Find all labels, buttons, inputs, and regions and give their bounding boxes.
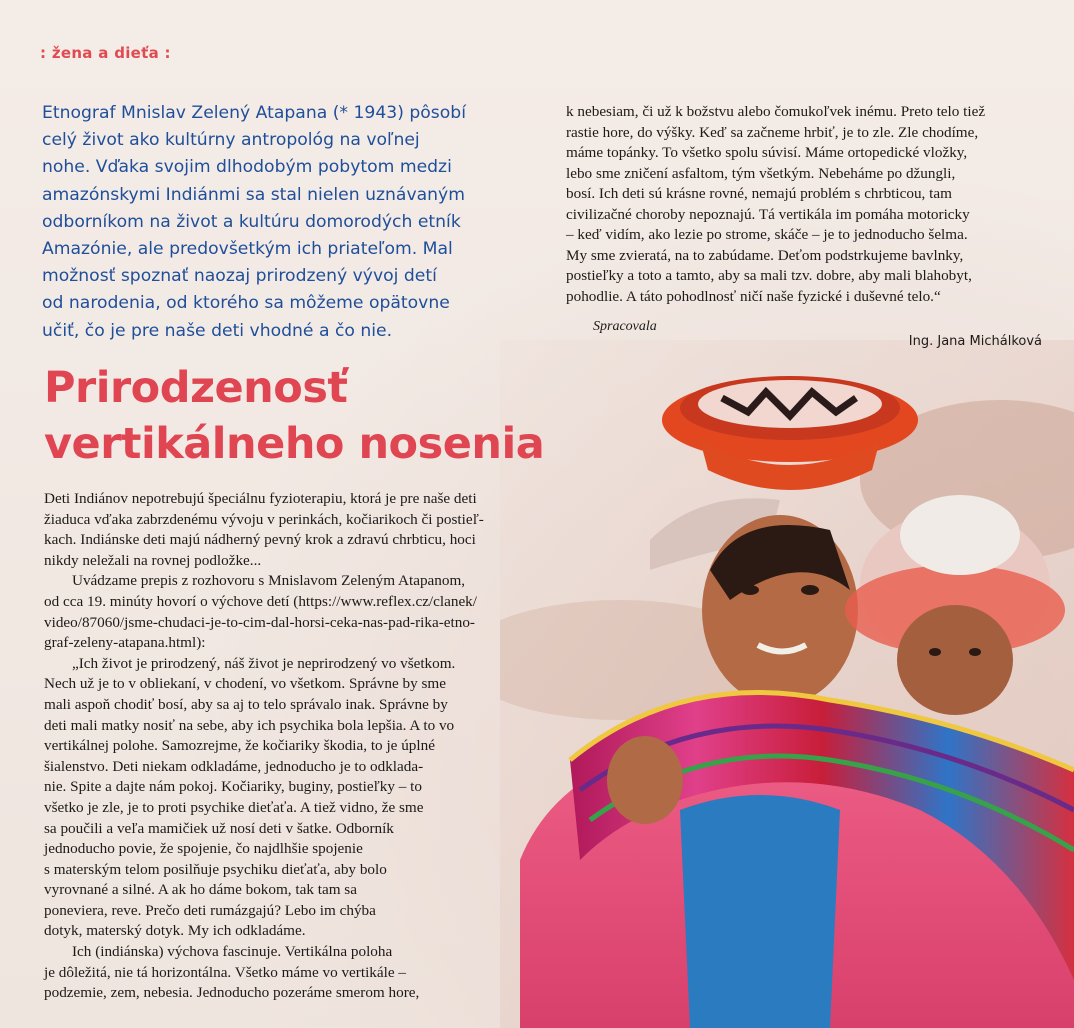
body-line: Uvádzame prepis z rozhovoru s Mnislavom Zeleným Atapanom, [72, 572, 466, 590]
body-line: nie. Spite a dajte nám pokoj. Kočiariky, buginy, postieľky – to [44, 778, 422, 796]
article-body [44, 489, 604, 1004]
intro-line: celý život ako kultúrny antropológ na voľnej [42, 130, 420, 151]
intro-line: odborníkom na život a kultúru domorodých etník [42, 211, 461, 232]
intro-line: možnosť spoznať naozaj prirodzený vývoj detí [42, 266, 437, 287]
right-column-line: máme topánky. To všetko spolu súvisí. Máme ortopedické vložky, [566, 144, 968, 161]
section-tag: : žena a dieťa : [40, 44, 171, 62]
body-line: od cca 19. minúty hovorí o výchove detí (https://www.reflex.cz/clanek/ [44, 592, 477, 610]
body-line: Deti Indiánov nepotrebujú špeciálnu fyzioterapiu, ktorá je pre naše deti [44, 490, 477, 507]
body-line: deti mali matky nosiť na sebe, aby ich psychika bola lepšia. A to vo [44, 716, 455, 734]
body-line: „Ich život je prirodzený, náš život je neprirodzený vo všetkom. [72, 654, 456, 672]
right-column-line: lebo sme zničení asfaltom, tým všetkým. Nebeháme po džungli, [566, 164, 956, 182]
body-line: jednoducho povie, že spojenie, čo najdlhšie spojenie [44, 840, 363, 858]
body-line: je dôležitá, nie tá horizontálna. Všetko máme vo vertikále – [44, 963, 406, 981]
headline-line-2: vertikálneho nosenia [44, 419, 545, 469]
right-column-line: k nebesiam, či už k božstvu alebo čomukoľvek inému. Preto telo tiež [566, 103, 986, 120]
body-line: sa poučili a veľa mamičiek už nosí deti v šatke. Odborník [44, 819, 394, 837]
body-line: graf-zeleny-atapana.html): [44, 634, 206, 652]
body-line: žiaduca vďaka zabrzdenému vývoju v perinkách, kočiarikoch či postieľ- [44, 510, 484, 528]
body-line: Nech už je to v obliekaní, v chodení, vo všetkom. Správne by sme [44, 675, 446, 693]
right-column-line: – keď vidím, ako lezie po strome, skáče – je to jednoducho šelma. [566, 226, 968, 243]
body-line: Ich (indiánska) výchova fascinuje. Vertikálna poloha [72, 943, 393, 961]
body-line: s materským telom posilňuje psychiku dieťaťa, aby bolo [44, 860, 387, 878]
body-line: video/87060/jsme-chudaci-je-to-cim-dal-horsi-ceka-nas-pad-rika-etno- [44, 613, 475, 631]
right-column-line: My sme zvieratá, na to zabúdame. Deťom podstrkujeme bavlnky, [566, 246, 964, 264]
headline-line-1: Prirodzenosť [44, 363, 348, 413]
signature-label: Spracovala [593, 319, 657, 334]
body-line: mali aspoň chodiť bosí, aby sa aj to telo správalo inak. Správne by [44, 695, 448, 713]
body-line: kach. Indiánske deti majú nádherný pevný krok a zdravú chrbticu, hoci [44, 531, 476, 549]
right-column-line: pohodlie. A táto pohodlnosť ničí naše fyzické i duševné telo.“ [566, 287, 941, 305]
intro-line: nohe. Vďaka svojim dlhodobým pobytom medzi [42, 157, 452, 178]
body-line: šialenstvo. Deti niekam odkladáme, jednoducho je to odklada- [44, 757, 424, 775]
intro-line: amazónskymi Indiánmi sa stal nielen uznávaným [42, 184, 465, 205]
intro-line: Amazónie, ale predovšetkým ich priateľom. Mal [42, 239, 453, 260]
right-column-line: rastie hore, do výšky. Keď sa začneme hrbiť, je to zle. Zle chodíme, [566, 123, 979, 141]
right-column-line: postieľky a toto a tamto, aby sa mali tzv. dobre, aby mali blahobyt, [566, 267, 972, 284]
right-column-text [566, 102, 1060, 307]
body-line: všetko je zle, je to proti psychike dieťaťa. A tiež vidno, že sme [44, 798, 424, 816]
intro-paragraph [42, 100, 542, 345]
body-line: poneviera, reve. Prečo deti rumázgajú? Lebo im chýba [44, 901, 376, 919]
body-line: dotyk, materský dotyk. My ich odkladáme. [44, 922, 306, 940]
body-paragraph-2 [44, 571, 604, 653]
body-paragraph-1 [44, 489, 604, 571]
author-name: Ing. Jana Michálková [908, 334, 1042, 349]
right-column-line: bosí. Ich deti sú krásne rovné, nemajú problém s chrbticou, tam [566, 185, 952, 202]
intro-line: učiť, čo je pre naše deti vhodné a čo nie. [42, 320, 393, 341]
body-line: podzemie, zem, nebesia. Jednoducho pozeráme smerom hore, [44, 984, 420, 1002]
intro-line: od narodenia, od ktorého sa môžeme opätovne [42, 293, 450, 314]
body-paragraph-4 [44, 942, 604, 1004]
right-column-line: civilizačné choroby nepoznajú. Tá vertikála im pomáha motoricky [566, 205, 970, 223]
body-line: vyrovnané a silné. A ak ho dáme bokom, tak tam sa [44, 881, 357, 899]
headline [44, 360, 644, 472]
intro-line: Etnograf Mnislav Zelený Atapana (* 1943) pôsobí [42, 103, 466, 123]
body-paragraph-3 [44, 654, 604, 942]
body-line: nikdy neležali na rovnej podložke... [44, 551, 262, 569]
body-line: vertikálnej polohe. Samozrejme, že kočiariky škodia, to je úplné [44, 737, 435, 755]
